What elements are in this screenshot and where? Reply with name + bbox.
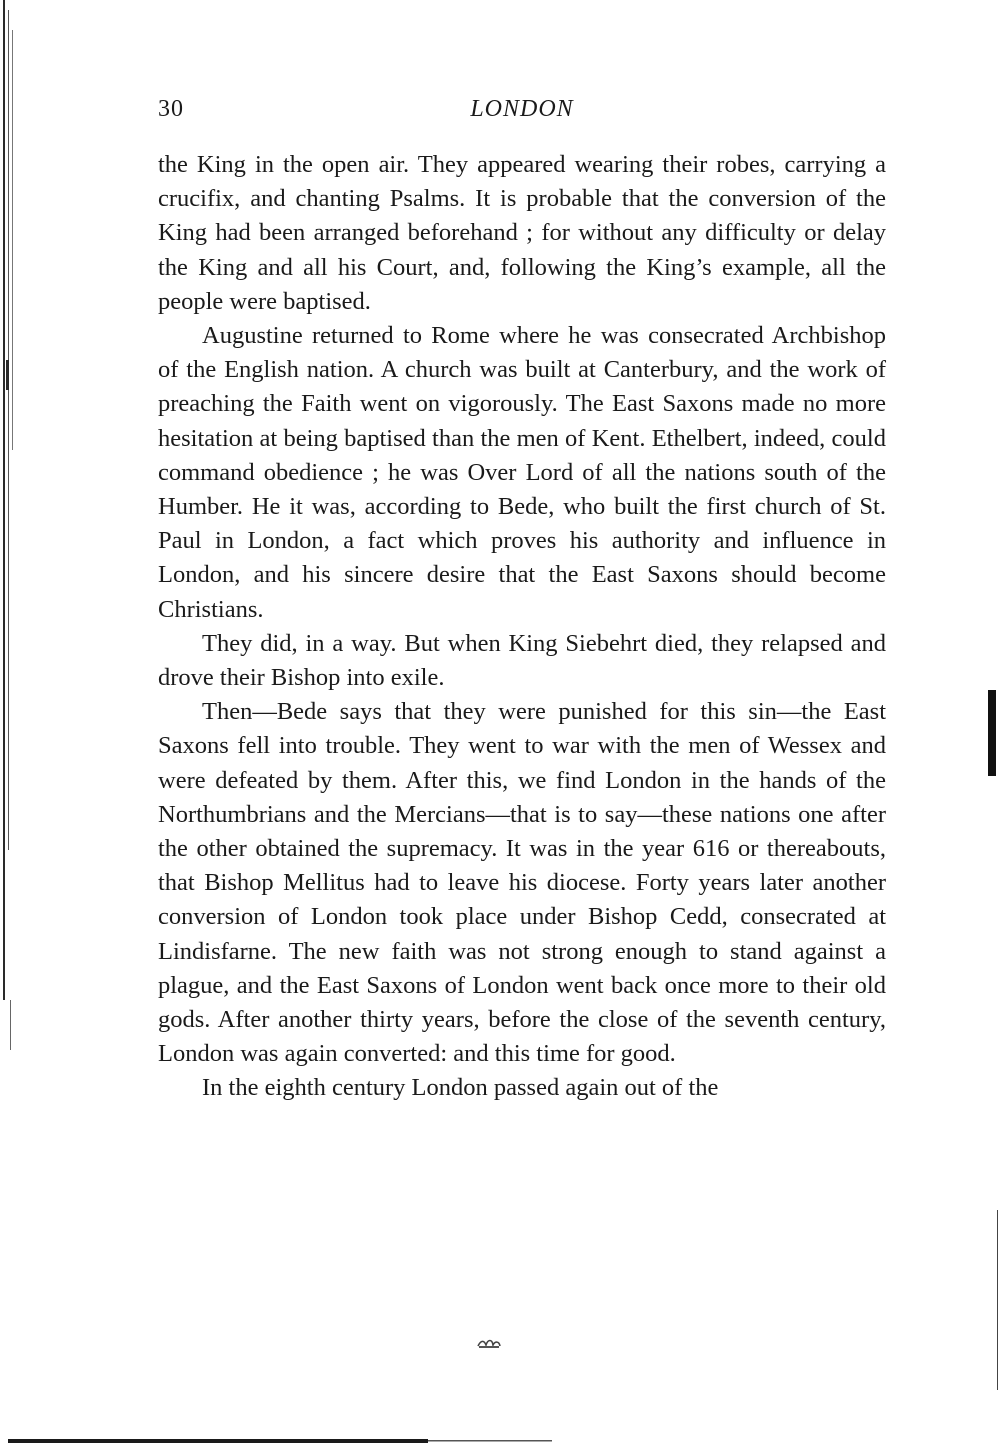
scan-bottom-rule: [8, 1439, 552, 1443]
binding-line: [10, 1000, 11, 1050]
paragraph: Then—Bede says that they were punished for this sin—the East Saxons fell into trouble. They went to war with the men of Wessex and were defeated by them. After this, we find London in the hands of the Northumbrians and the Mercians—that is to say—these nations one after the other obtained the supremacy. It was in the year 616 or thereabouts, that Bishop Mellitus had to leave his diocese. Forty years later another conversion of London took place under Bishop Cedd, consecrated at Lindisfarne. The new faith was not strong enough to stand against a plague, and the East Saxons of London went back once more to their old gods. After another thirty years, before the close of the seventh century, London was again converted: and this time for good.: [158, 698, 886, 1068]
body-text: [158, 148, 886, 1106]
binding-line: [8, 10, 9, 850]
binding-line: [12, 30, 13, 450]
paragraph: In the eighth century London passed again out of the: [202, 1074, 719, 1102]
margin-ink-mark: [997, 1210, 998, 1390]
margin-ink-mark: [988, 690, 996, 776]
binding-line: [6, 360, 9, 390]
paragraph: They did, in a way. But when King Siebehrt died, they relapsed and drove their Bishop into exile.: [158, 629, 886, 692]
page-number: 30: [158, 96, 184, 122]
running-head: [158, 96, 886, 126]
binding-line: [3, 0, 5, 1000]
scan-binding-edge: [0, 0, 26, 1451]
paragraph: the King in the open air. They appeared wearing their robes, carrying a crucifix, and chanting Psalms. It is probable that the conversion of the King had been arranged beforehand ; for without any difficulty or delay the King and all his Court, and, following the King’s example, all the people were baptised.: [158, 151, 886, 315]
paragraph: Augustine returned to Rome where he was consecrated Archbishop of the English nation. A church was built at Canterbury, and the work of preaching the Faith went on vigorously. The East Saxons made no more hesitation at being baptised than the men of Kent. Ethelbert, indeed, could command obedience ; he was Over Lord of all the nations south of the Humber. He it was, according to Bede, who built the first church of St. Paul in London, a fact which proves his authority and influence in London, and his sincere desire that the East Saxons should become Christians.: [158, 322, 886, 623]
running-title: LONDON: [470, 96, 574, 122]
printer-ornament-icon: [476, 1336, 502, 1350]
